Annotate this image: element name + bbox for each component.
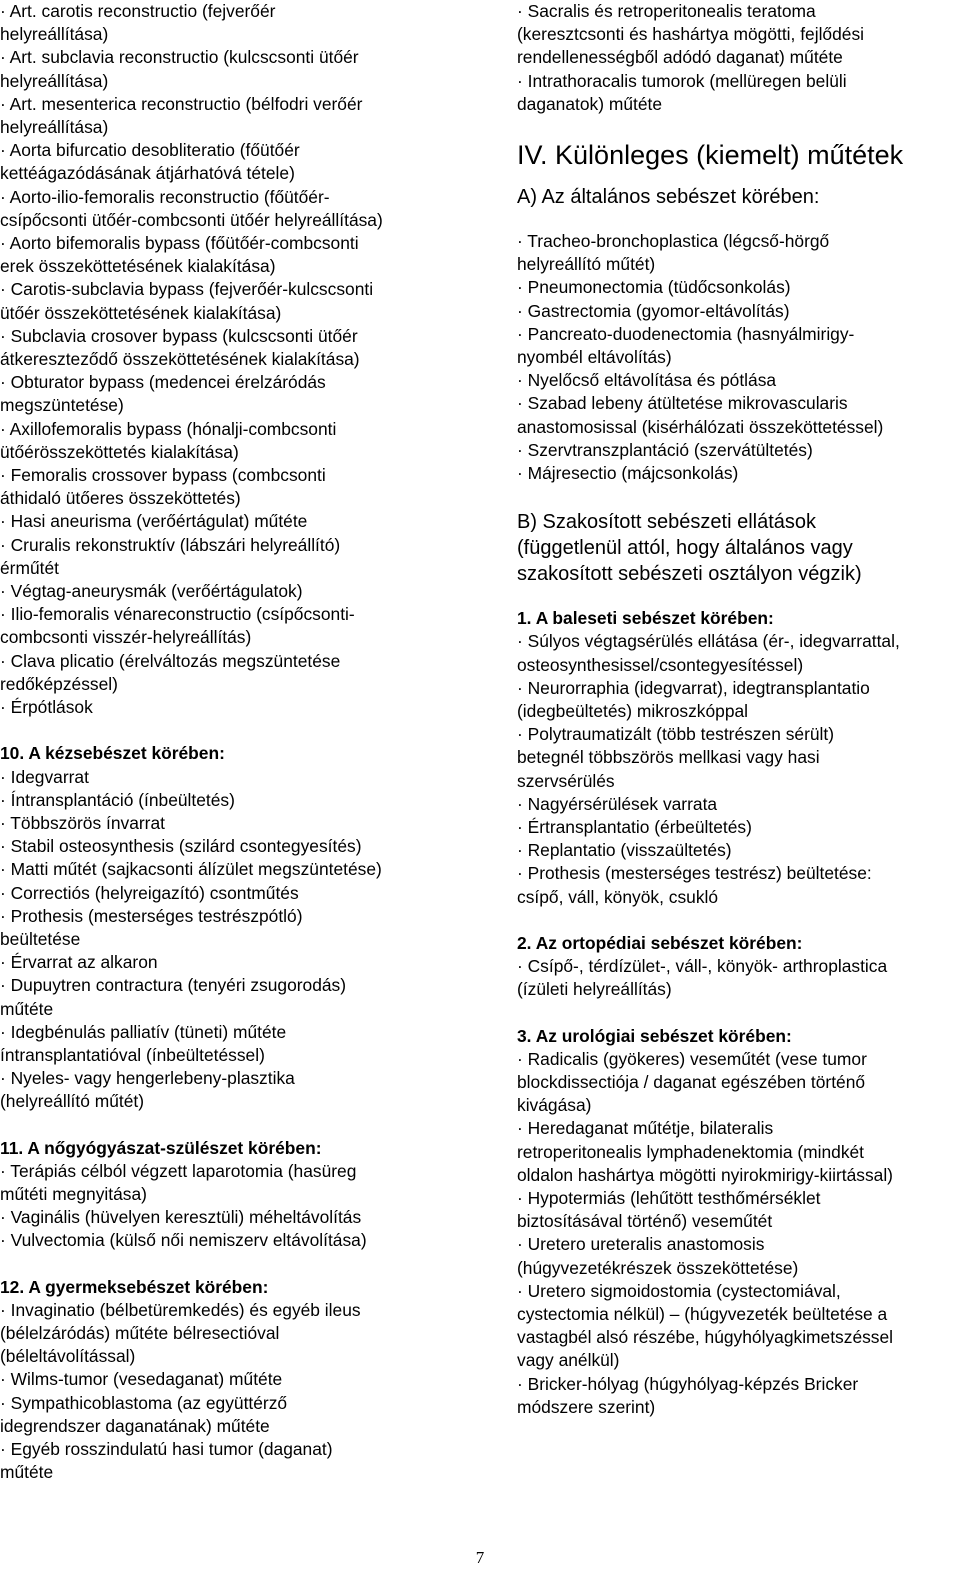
list-item: cystectomia nélkül) – (húgyvezeték beültetése a [517, 1303, 888, 1324]
tumor-surgery-list [517, 0, 960, 116]
list-item: · Vaginális (hüvelyen keresztüli) méheltávolítás [0, 1207, 362, 1228]
list-item: · Prothesis (mesterséges testrész) beültetése: [517, 863, 872, 884]
list-item: · Cruralis rekonstruktív (lábszári helyreállító) [0, 534, 341, 555]
list-item: anastomosissal (kisérhálózati összeköttetéssel) [517, 416, 884, 437]
list-item: · Nyelőcső eltávolítása és pótlása [517, 370, 777, 391]
list-item: · Csípő-, térdízület-, váll-, könyök- arthroplastica [517, 956, 888, 977]
section [517, 932, 960, 1002]
list-item: (keresztcsonti és hashártya mögötti, fejlődési [517, 24, 865, 45]
section [517, 1025, 960, 1419]
list-item: · Hypotermiás (lehűtött testhőmérséklet [517, 1187, 821, 1208]
list-item: · Replantatio (visszaültetés) [517, 840, 732, 861]
list-item: áthidaló ütőeres összeköttetés) [0, 488, 241, 509]
list-item: · Sacralis és retroperitonealis teratoma [517, 1, 816, 21]
list-item: · Radicalis (gyökeres) veseműtét (vese tumor [517, 1048, 867, 1069]
section [517, 607, 960, 909]
section [0, 742, 452, 1113]
list-item: · Correctiós (helyreigazító) csontműtés [0, 882, 299, 903]
list-item: · Wilms-tumor (vesedaganat) műtéte [0, 1369, 283, 1390]
list-item: · Értransplantatio (érbeültetés) [517, 817, 752, 838]
list-item: oldalon hashártya mögötti nyirokmirigy-kiirtással) [517, 1164, 893, 1185]
list-item: · Art. mesenterica reconstructio (bélfodri verőér [0, 93, 363, 114]
list-item: műtéte [0, 998, 54, 1019]
list-item: · Carotis-subclavia bypass (fejverőér-kulcscsonti [0, 279, 374, 300]
list-item: · Szabad lebeny átültetése mikrovascularis [517, 393, 848, 414]
right-column [517, 0, 960, 1419]
list-item: · Aorto bifemoralis bypass (főütőér-combcsonti [0, 233, 359, 254]
list-item: beültetése [0, 928, 81, 949]
list-item: helyreállító műtét) [517, 254, 656, 275]
list-item: · Érpótlások [0, 697, 93, 718]
right-sections [517, 607, 960, 1419]
section-heading: 10. A kézsebészet körében: [0, 743, 225, 764]
list-item: megszüntetése) [0, 395, 124, 416]
list-item: · Súlyos végtagsérülés ellátása (ér-, idegvarrattal, [517, 631, 900, 652]
list-item: · Polytraumatizált (több testrészen sérült) [517, 724, 835, 745]
list-item: · Hasi aneurisma (verőértágulat) műtéte [0, 511, 308, 532]
list-item: módszere szerint) [517, 1396, 656, 1417]
list-item: · Szervtranszplantáció (szervátültetés) [517, 439, 813, 460]
list-item: · Heredaganat műtétje, bilateralis [517, 1118, 774, 1139]
left-sections [0, 742, 452, 1484]
list-item: műtéte [0, 1462, 54, 1483]
list-item: helyreállítása) [0, 117, 109, 138]
list-item: · Neurorraphia (idegvarrat), idegtransplantatio [517, 677, 870, 698]
list-item: csípőcsonti ütőér-combcsonti ütőér helyreállítása) [0, 209, 383, 230]
list-item: (bélelzáródás) műtéte bélresectióval [0, 1322, 280, 1343]
list-item: (idegbeültetés) mikroszkóppal [517, 701, 749, 722]
list-item: · Végtag-aneurysmák (verőértágulatok) [0, 581, 303, 602]
list-item: · Egyéb rosszindulatú hasi tumor (daganat) [0, 1438, 333, 1459]
list-item: (béleltávolítással) [0, 1346, 136, 1367]
list-item: · Pancreato-duodenectomia (hasnyálmirigy- [517, 323, 855, 344]
list-item: helyreállítása) [0, 24, 109, 45]
list-item: · Idegbénulás palliatív (tüneti) műtéte [0, 1021, 287, 1042]
list-item: · Clava plicatio (érelváltozás megszüntetése [0, 650, 341, 671]
list-item: · Sympathicoblastoma (az együttérző [0, 1392, 288, 1413]
list-item: · Pneumonectomia (tüdőcsonkolás) [517, 277, 791, 298]
chapter-title: IV. Különleges (kiemelt) műtétek [517, 140, 904, 171]
list-item: · Stabil osteosynthesis (szilárd csontegyesítés) [0, 836, 362, 857]
list-item: · Bricker-hólyag (húgyhólyag-képzés Bricker [517, 1373, 859, 1394]
list-item: csípő, váll, könyök, csukló [517, 886, 719, 907]
list-item: · Aorto-ilio-femoralis reconstructio (főütőér- [0, 186, 330, 207]
list-item: (ízületi helyreállítás) [517, 979, 672, 1000]
list-item: · Obturator bypass (medencei érelzáródás [0, 372, 326, 393]
subsection-b-title-line: szakosított sebészeti osztályon végzik) [517, 563, 862, 586]
subsection-b-title-line: B) Szakosított sebészeti ellátások [517, 511, 817, 534]
list-item: helyreállítása) [0, 70, 109, 91]
list-item: · Idegvarrat [0, 766, 89, 787]
list-item: (helyreállító műtét) [0, 1091, 145, 1112]
list-item: · Ilio-femoralis vénareconstructio (csípőcsonti- [0, 604, 355, 625]
list-item: · Subclavia crosover bypass (kulcscsonti ütőér [0, 325, 358, 346]
section-heading: 1. A baleseti sebészet körében: [517, 608, 774, 629]
list-item: műtéti megnyitása) [0, 1183, 147, 1204]
page-number: 7 [475, 1548, 485, 1567]
subsection-b-title-line: (függetlenül attól, hogy általános vagy [517, 537, 853, 560]
list-item: retroperitonealis lymphadenektomia (mindkét [517, 1141, 865, 1162]
section [0, 1276, 452, 1485]
list-item: · Érvarrat az alkaron [0, 952, 158, 973]
list-item: · Art. subclavia reconstructio (kulcscsonti ütőér [0, 47, 359, 68]
subsection-a-title: A) Az általános sebészet körében: [517, 186, 820, 209]
list-item: · Vulvectomia (külső női nemiszerv eltávolítása) [0, 1230, 367, 1251]
list-item: rendellenességből adódó daganat) műtéte [517, 47, 843, 68]
list-item: (húgyvezetékrészek összeköttetése) [517, 1257, 799, 1278]
list-item: idegrendszer daganatának) műtéte [0, 1415, 270, 1436]
list-item: · Többszörös ínvarrat [0, 812, 165, 833]
list-item: · Májresectio (májcsonkolás) [517, 463, 739, 484]
section-heading: 12. A gyermeksebészet körében: [0, 1276, 269, 1297]
list-item: · Matti műtét (sajkacsonti álízület megszüntetése) [0, 859, 382, 880]
section-heading: 11. A nőgyógyászat-szülészet körében: [0, 1137, 322, 1158]
list-item: · Gastrectomia (gyomor-eltávolítás) [517, 300, 790, 321]
section-heading: 2. Az ortopédiai sebészet körében: [517, 932, 803, 953]
list-item: · Íntransplantáció (ínbeültetés) [0, 789, 235, 810]
section [0, 1137, 452, 1253]
list-item: combcsonti visszér-helyreállítás) [0, 627, 252, 648]
list-item: · Femoralis crossover bypass (combcsonti [0, 465, 326, 486]
list-item: vagy anélkül) [517, 1350, 620, 1371]
list-item: · Uretero sigmoidostomia (cystectomiával, [517, 1280, 841, 1301]
list-item: ütőérösszeköttetés kialakítása) [0, 441, 239, 462]
list-item: · Terápiás célból végzett laparotomia (hasüreg [0, 1160, 357, 1181]
section-heading: 3. Az urológiai sebészet körében: [517, 1025, 792, 1046]
list-item: ütőér összeköttetésének kialakítása) [0, 302, 282, 323]
list-item: nyombél eltávolítás) [517, 347, 672, 368]
list-item: kivágása) [517, 1095, 592, 1116]
list-item: daganatok) műtéte [517, 93, 663, 114]
vascular-surgery-list [0, 0, 452, 742]
list-item: érműtét [0, 557, 59, 578]
list-item: osteosynthesissel/csontegyesítéssel) [517, 654, 804, 675]
list-item: íntransplantatióval (ínbeültetéssel) [0, 1044, 265, 1065]
list-item: átkereszteződő összeköttetésének kialakítása) [0, 349, 360, 370]
list-item: redőképzéssel) [0, 673, 118, 694]
list-item: · Invaginatio (bélbetüremkedés) és egyéb ileus [0, 1299, 361, 1320]
list-item: · Prothesis (mesterséges testrészpótló) [0, 905, 303, 926]
general-surgery-list [517, 230, 960, 485]
list-item: · Tracheo-bronchoplastica (légcső-hörgő [517, 231, 830, 252]
list-item: · Dupuytren contractura (tenyéri zsugorodás) [0, 975, 347, 996]
subsection-b-title [517, 509, 960, 587]
list-item: betegnél többszörös mellkasi vagy hasi [517, 747, 820, 768]
list-item: kettéágazódásának átjárhatóvá tétele) [0, 163, 295, 184]
list-item: · Nyeles- vagy hengerlebeny-plasztika [0, 1068, 295, 1089]
list-item: erek összeköttetésének kialakítása) [0, 256, 276, 277]
list-item: · Uretero ureteralis anastomosis [517, 1234, 765, 1255]
list-item: · Aorta bifurcatio desobliteratio (főütőér [0, 140, 300, 161]
list-item: · Nagyérsérülések varrata [517, 793, 718, 814]
list-item: biztosításával történő) veseműtét [517, 1211, 773, 1232]
list-item: · Art. carotis reconstructio (fejverőér [0, 1, 276, 21]
list-item: blockdissectiója / daganat egészében történő [517, 1071, 866, 1092]
left-column [0, 0, 452, 1484]
list-item: · Axillofemoralis bypass (hónalji-combcsonti [0, 418, 337, 439]
list-item: vastagbél alsó részébe, húgyhólyagkimetszéssel [517, 1327, 894, 1348]
list-item: szervsérülés [517, 770, 615, 791]
list-item: · Intrathoracalis tumorok (mellüregen belüli [517, 70, 847, 91]
